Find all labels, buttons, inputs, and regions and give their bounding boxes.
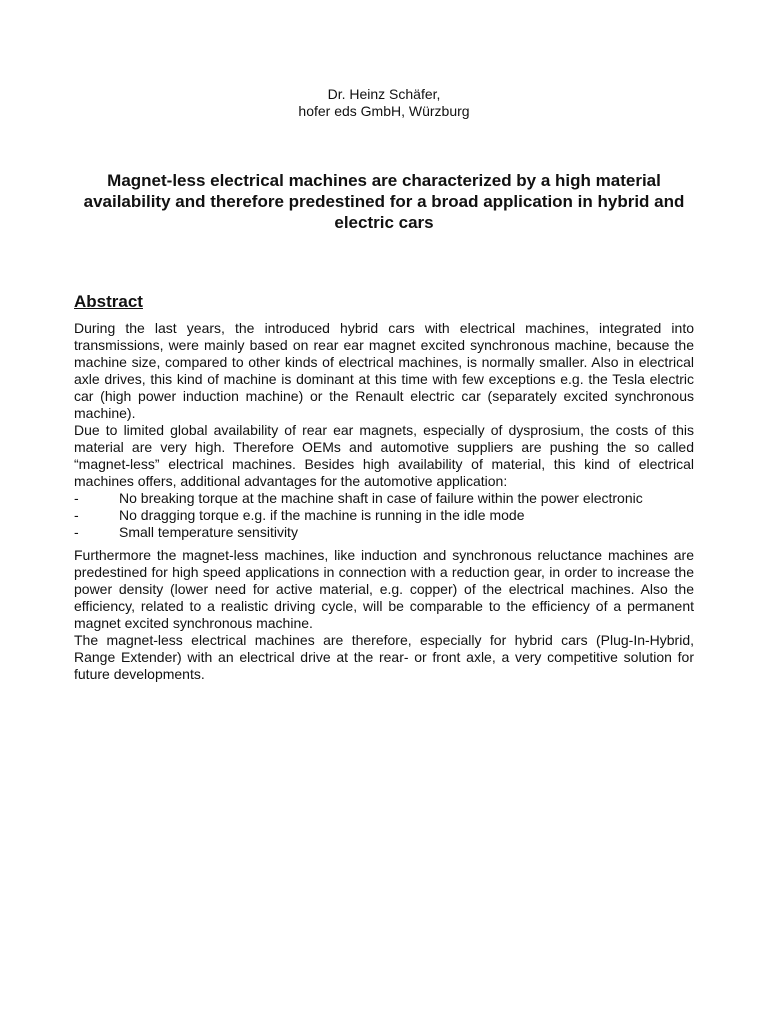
author-name: Dr. Heinz Schäfer, [327, 86, 441, 102]
abstract-paragraph: During the last years, the introduced hybrid cars with electrical machines, integrated into transmissions, were mainly based on rear ear magnet excited synchronous machine, because the machine size, compared to other kinds of electrical machines, is normally smaller. Also in electrical axle drives, this kind of machine is dominant at this time with few exceptions e.g. the Tesla electric car (high power induction machine) or the Renault electric car (separately excited synchronous machine). [74, 320, 694, 421]
list-item-text: Small temperature sensitivity [119, 524, 298, 540]
list-item [74, 507, 694, 524]
list-item-text: No dragging torque e.g. if the machine is running in the idle mode [119, 507, 525, 523]
abstract-body [74, 320, 694, 683]
bullet-marker: - [74, 524, 79, 540]
author-affiliation: hofer eds GmbH, Würzburg [298, 103, 470, 119]
abstract-paragraph: The magnet-less electrical machines are therefore, especially for hybrid cars (Plug-In-Hybrid, Range Extender) with an electrical drive at the rear- or front axle, a very competitive solution for future developments. [74, 632, 694, 682]
abstract-paragraph: Due to limited global availability of rear ear magnets, especially of dysprosium, the costs of this material are very high. Therefore OEMs and automotive suppliers are pushing the so called “magnet-less” electrical machines. Besides high availability of material, this kind of electrical machines offers, additional advantages for the automotive application: [74, 422, 694, 489]
bullet-marker: - [74, 507, 79, 523]
paper-title: Magnet-less electrical machines are characterized by a high material availability and therefore predestined for a broad application in hybrid and electric cars [83, 171, 685, 232]
list-item [74, 524, 694, 541]
advantages-list [74, 490, 694, 541]
list-item-text: No breaking torque at the machine shaft in case of failure within the power electronic [119, 490, 643, 506]
abstract-heading: Abstract [74, 292, 143, 311]
bullet-marker: - [74, 490, 79, 506]
list-item [74, 490, 694, 507]
abstract-paragraph: Furthermore the magnet-less machines, like induction and synchronous reluctance machines are predestined for high speed applications in connection with a reduction gear, in order to increase the power density (lower need for active material, e.g. copper) of the electrical machines. Also the efficiency, related to a realistic driving cycle, will be comparable to the efficiency of a permanent magnet excited synchronous machine. [74, 547, 694, 631]
